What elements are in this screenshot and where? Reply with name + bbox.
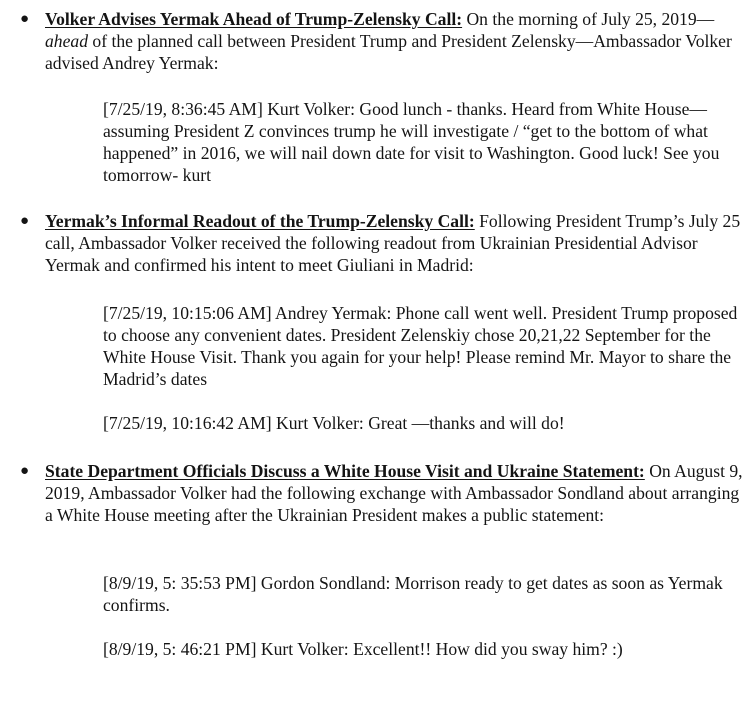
bullet-icon: ● xyxy=(20,11,30,27)
intro-text-pre: On the morning of July 25, 2019— xyxy=(462,9,715,29)
quoted-message: [7/25/19, 10:15:06 AM] Andrey Yermak: Phone call went well. President Trump proposed to choose any convenient dates. President Zelenskiy chose 20,21,22 September for the White House Visit. Thank you again for your help! Please remind Mr. Mayor to share the Madrid’s dates xyxy=(103,303,738,389)
intro-text: On August 9, 2019, Ambassador Volker had the following exchange with Ambassador Sondland about arranging a White House meeting after the Ukrainian President makes a public statement: xyxy=(45,461,743,525)
section-heading: State Department Officials Discuss a White House Visit and Ukraine Statement: xyxy=(45,461,645,481)
bullet-icon: ● xyxy=(20,463,30,479)
section-heading: Volker Advises Yermak Ahead of Trump-Zelensky Call: xyxy=(45,9,463,29)
section-paragraph xyxy=(45,8,745,74)
intro-text-emphasis: ahead xyxy=(45,31,88,51)
intro-text: Following President Trump’s July 25 call, Ambassador Volker received the following readout from Ukrainian Presidential Advisor Yermak and confirmed his intent to meet Giuliani in Madrid: xyxy=(45,211,741,275)
quoted-message: [8/9/19, 5: 35:53 PM] Gordon Sondland: Morrison ready to get dates as soon as Yermak confirms. xyxy=(103,573,723,615)
bullet-icon: ● xyxy=(20,213,30,229)
section-paragraph xyxy=(45,210,745,276)
quoted-message: [8/9/19, 5: 46:21 PM] Kurt Volker: Excellent!! How did you sway him? :) xyxy=(103,639,623,659)
intro-text-post: of the planned call between President Trump and President Zelensky—Ambassador Volker advised Andrey Yermak: xyxy=(45,31,732,73)
quoted-message: [7/25/19, 10:16:42 AM] Kurt Volker: Great —thanks and will do! xyxy=(103,413,565,433)
section-paragraph xyxy=(45,460,745,526)
section-heading: Yermak’s Informal Readout of the Trump-Zelensky Call: xyxy=(45,211,475,231)
quoted-message: [7/25/19, 8:36:45 AM] Kurt Volker: Good lunch - thanks. Heard from White House—assuming President Z convinces trump he will investigate / “get to the bottom of what happened” in 2016, we will nail down date for visit to Washington. Good luck! See you tomorrow- kurt xyxy=(103,99,720,185)
